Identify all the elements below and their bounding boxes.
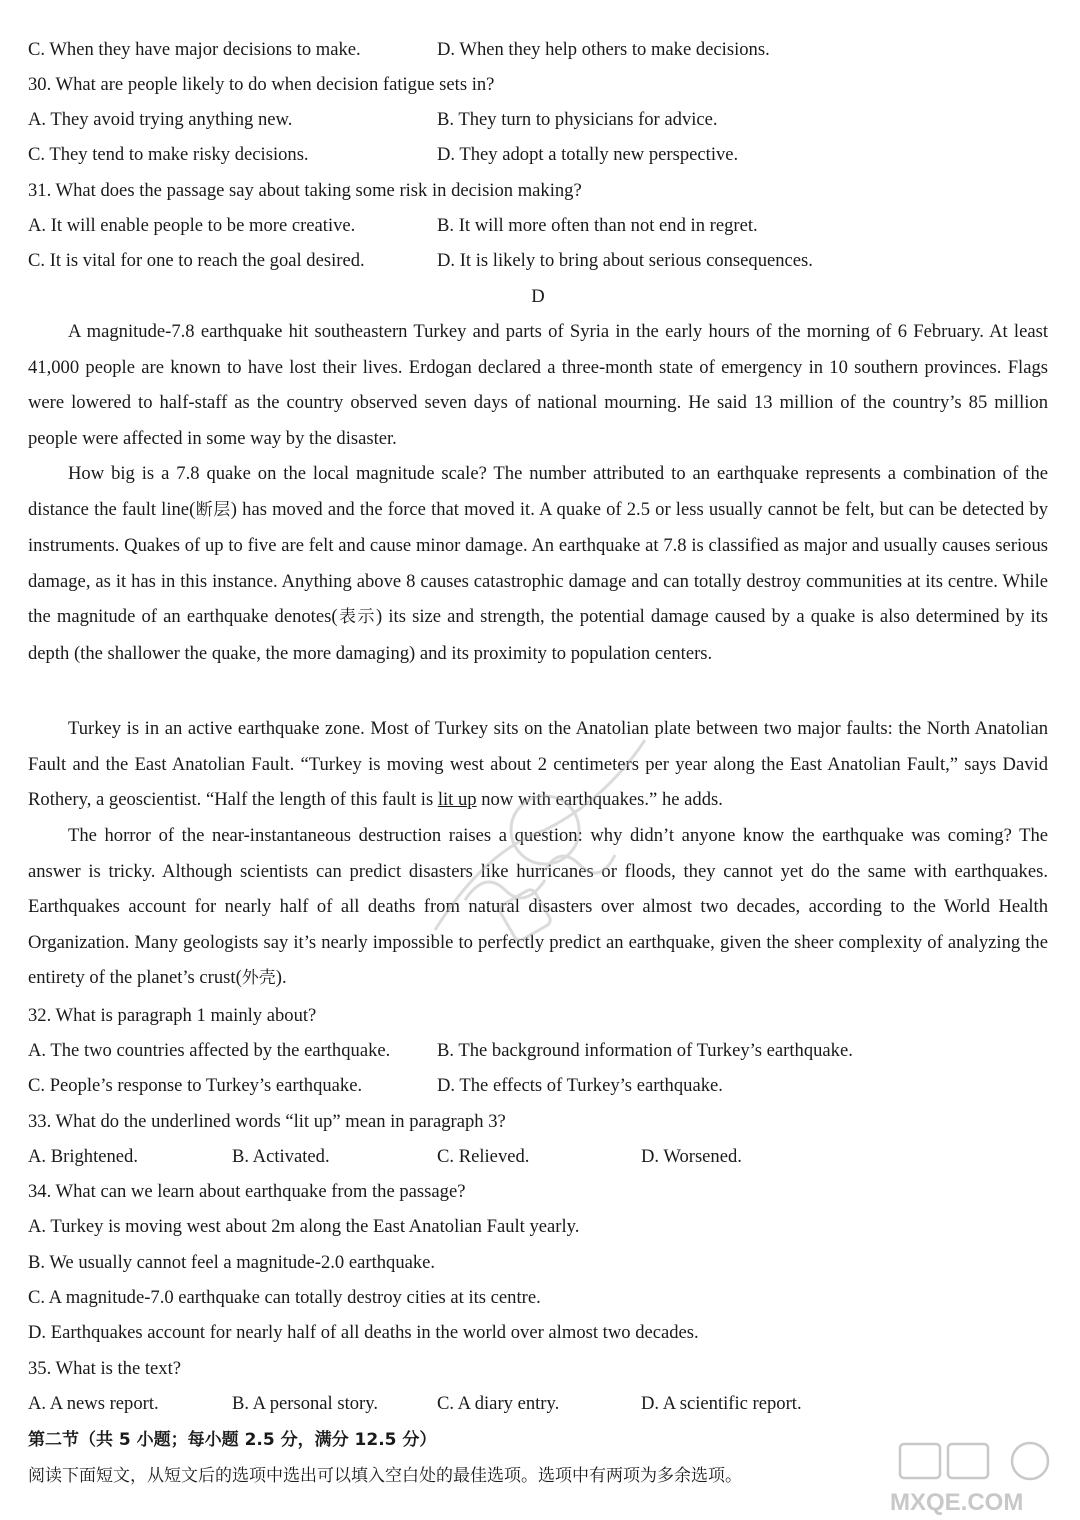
chinese-gloss: 表示 — [337, 607, 377, 627]
option-d: D. It is likely to bring about serious consequences. — [437, 250, 813, 271]
option-d: D. When they help others to make decisions. — [437, 39, 770, 60]
passage-letter: D — [531, 286, 545, 307]
paragraph-text: ). — [275, 967, 287, 988]
section-instruction: 阅读下面短文，从短文后的选项中选出可以填入空白处的最佳选项。选项中有两项为多余选项。 — [28, 1466, 742, 1486]
passage-paragraph-2 — [28, 456, 1048, 671]
paragraph-text: Turkey is in an active earthquake zone. Most of Turkey sits on the Anatolian plate between two major faults: the North Anatolian Fault and the East Anatolian Fault. “Turkey is moving west about 2 centimeters per year along the East Anatolian Fault,” says David Rothery, a geoscientist. “Half the length of this fault is — [28, 718, 1048, 810]
option-d: D. Earthquakes account for nearly half of all deaths in the world over almost two decades. — [28, 1322, 699, 1343]
option-c: C. A diary entry. — [437, 1393, 560, 1414]
paragraph-text: ) has moved and the force that moved it. A quake of 2.5 or less usually cannot be felt, but can be detected by instruments. Quakes of up to five are felt and cause minor damage. An earthquake at 7.8 is classified as major and usually causes serious damage, as it has in this instance. Anything above 8 causes catastrophic damage and can totally destroy communities at its centre. While the magnitude of an earthquake denotes( — [28, 498, 1048, 627]
paragraph-text: How big is a 7.8 quake on the local magnitude scale? The number attributed to an earthquake represents a combination of the distance the fault line( — [28, 463, 1048, 520]
option-c: C. A magnitude-7.0 earthquake can totally destroy cities at its centre. — [28, 1287, 541, 1308]
option-d: D. Worsened. — [641, 1146, 742, 1167]
option-a: A. A news report. — [28, 1393, 159, 1414]
site-logo-icon — [880, 1440, 1075, 1518]
option-c: C. They tend to make risky decisions. — [28, 144, 309, 165]
question-30: 30. What are people likely to do when decision fatigue sets in? — [28, 74, 495, 95]
option-a: A. It will enable people to be more creative. — [28, 215, 356, 236]
option-b: B. The background information of Turkey’s earthquake. — [437, 1040, 853, 1061]
option-a: A. They avoid trying anything new. — [28, 109, 293, 130]
question-34: 34. What can we learn about earthquake from the passage? — [28, 1181, 466, 1202]
option-b: B. A personal story. — [232, 1393, 378, 1414]
passage-paragraph-1: A magnitude-7.8 earthquake hit southeastern Turkey and parts of Syria in the early hours of the morning of 6 February. At least 41,000 people are known to have lost their lives. Erdogan declared a three-month state of emergency in 10 southern provinces. Flags were lowered to half-staff as the country observed seven days of national mourning. He said 13 million of the country’s 85 million people were affected in some way by the disaster. — [28, 321, 1048, 449]
option-c: C. People’s response to Turkey’s earthquake. — [28, 1075, 363, 1096]
question-33: 33. What do the underlined words “lit up” mean in paragraph 3? — [28, 1111, 506, 1132]
passage-paragraph-3 — [28, 711, 1048, 818]
question-31: 31. What does the passage say about taking some risk in decision making? — [28, 180, 582, 201]
option-c: C. Relieved. — [437, 1146, 530, 1167]
paragraph-text: The horror of the near-instantaneous destruction raises a question: why didn’t anyone know the earthquake was coming? The answer is tricky. Although scientists can predict disasters like hurricanes or floods, they cannot yet do the same with earthquakes. Earthquakes account for nearly half of all deaths from natural disasters over almost two decades, according to the World Health Organization. Many geologists say it’s nearly impossible to perfectly predict an earthquake, given the sheer complexity of analyzing the entirety of the planet’s crust( — [28, 825, 1048, 988]
section-heading: 第二节（共 5 小题；每小题 2.5 分，满分 12.5 分） — [28, 1430, 437, 1450]
option-b: B. Activated. — [232, 1146, 330, 1167]
question-35: 35. What is the text? — [28, 1358, 182, 1379]
option-a: A. Turkey is moving west about 2m along the East Anatolian Fault yearly. — [28, 1216, 580, 1237]
option-b: B. They turn to physicians for advice. — [437, 109, 718, 130]
option-c: C. When they have major decisions to make. — [28, 39, 361, 60]
option-d: D. They adopt a totally new perspective. — [437, 144, 739, 165]
option-d: D. A scientific report. — [641, 1393, 802, 1414]
chinese-gloss: 断层 — [195, 499, 231, 520]
logo-text: MXQE.COM — [890, 1489, 1024, 1516]
question-32: 32. What is paragraph 1 mainly about? — [28, 1005, 317, 1026]
option-b: B. We usually cannot feel a magnitude-2.0 earthquake. — [28, 1252, 436, 1273]
option-b: B. It will more often than not end in regret. — [437, 215, 758, 236]
option-c: C. It is vital for one to reach the goal desired. — [28, 250, 365, 271]
option-a: A. Brightened. — [28, 1146, 138, 1167]
chinese-gloss: 外壳 — [241, 968, 276, 988]
passage-paragraph-4 — [28, 818, 1048, 997]
paragraph-text: now with earthquakes.” he adds. — [476, 789, 723, 810]
underlined-phrase: lit up — [437, 789, 477, 810]
paragraph-text: ) its size and strength, the potential damage caused by a quake is also determined by its depth (the shallower the quake, the more damaging) and its proximity to population centers. — [28, 606, 1049, 664]
option-a: A. The two countries affected by the earthquake. — [28, 1040, 391, 1061]
option-d: D. The effects of Turkey’s earthquake. — [437, 1075, 723, 1096]
